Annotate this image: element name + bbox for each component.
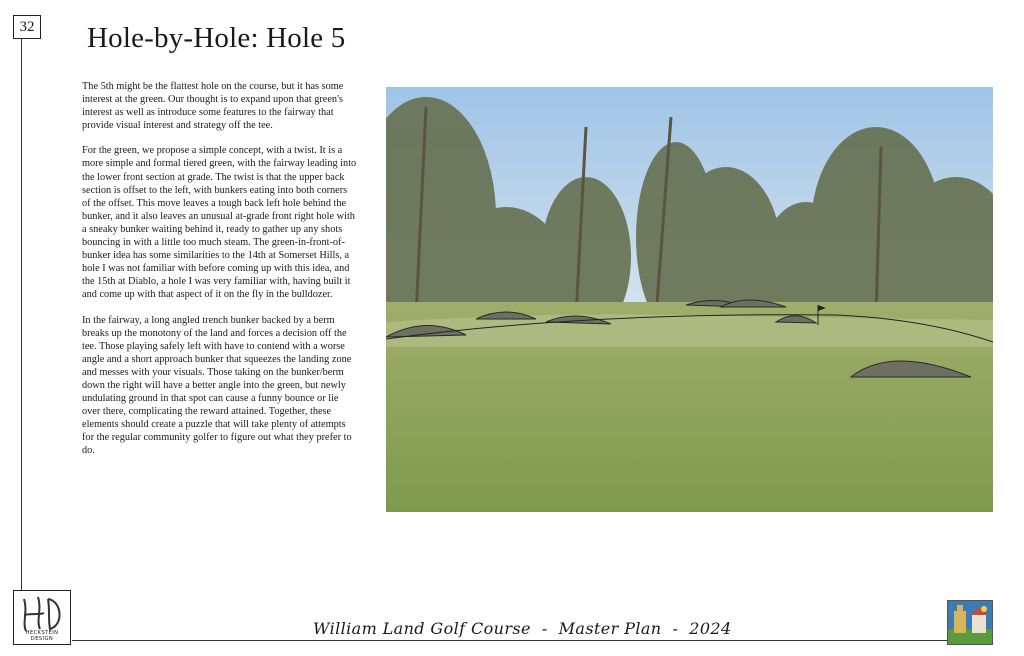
footer-text: William Land Golf Course - Master Plan - 2024	[313, 619, 732, 638]
paragraph-fairway: In the fairway, a long angled trench bunker backed by a berm breaks up the monotony of the land and forces a decision off the tee. Those playing safely left with have to contend with a worse angle and a short approach bunker that squeezes the landing zone and messes with your visuals. Those taking on the bunker/berm down the right will have a better angle into the green, but newly undulating ground in that spot can cause a funny bounce or lie over there, complicating the reward attained. Together, these elements should create a puzzle that will take plenty of attempts for the regular community golfer to figure out what they prefer to do.	[82, 314, 352, 457]
william-land-course-logo	[947, 600, 993, 645]
hole-5-rendering-image	[386, 87, 993, 512]
left-rule	[21, 39, 22, 592]
page-number: 32	[13, 15, 41, 39]
paragraph-green: For the green, we propose a simple concept, with a twist. It is a more simple and formal tiered green, with the fairway leading into the lower front section at grade. The twist is that the upper back section is offset to the left, with bunkers eating into both corners of the offset. This move leaves a tough back left hole behind the bunker, and it also leaves an unusual at-grade front right hole with a sneaky bunker waiting behind it, ready to gather up any shots bouncing in with a little too much steam. The green-in-front-of-bunker idea has some similarities to the 14th at Somerset Hills, a hole I was not familiar with before coming up with this idea, and the 15th at Diablo, a hole I was very familiar with, having built it and come up with that aspect of it on the fly in the bulldozer.	[82, 145, 357, 301]
paragraph-intro: The 5th might be the flattest hole on the course, but it has some interest at the green. Our thought is to expand upon that green's interest as well as introduce some features to the fairway that provide visual interest and strategy off the tee.	[82, 81, 344, 132]
course-logo-icon	[948, 601, 992, 644]
hd-monogram-icon	[14, 591, 70, 635]
footer-rule	[72, 640, 947, 641]
hole-5-rendering-photo	[386, 87, 993, 512]
logo-caption: HECKSTEIN DESIGN	[25, 630, 59, 642]
page-title: Hole-by-Hole: Hole 5	[87, 22, 346, 54]
hd-monogram-logo	[13, 590, 71, 645]
body-text	[82, 80, 358, 470]
